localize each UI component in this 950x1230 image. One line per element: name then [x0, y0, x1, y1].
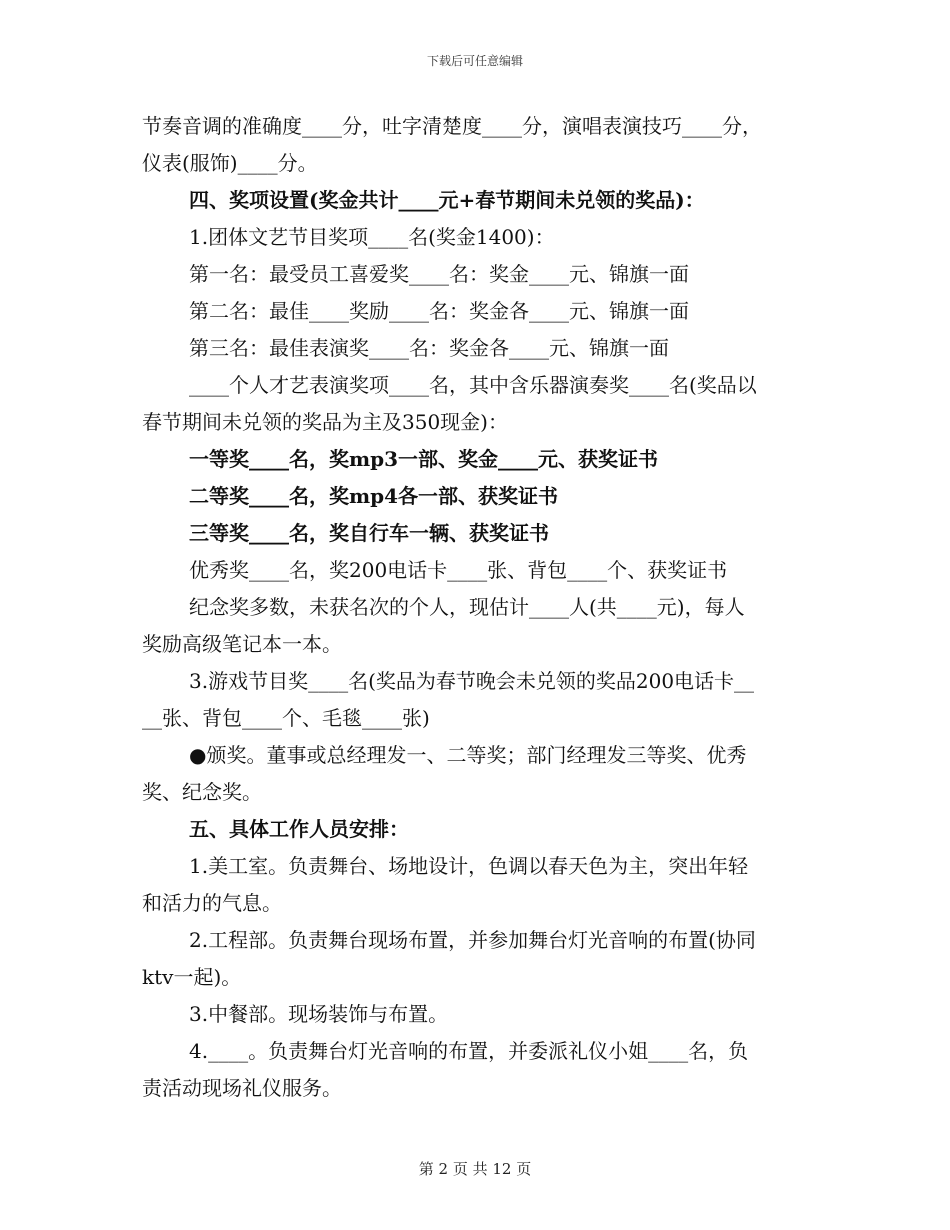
- text-line: 第三名：最佳表演奖____名：奖金各____元、锦旗一面: [189, 336, 669, 360]
- page-header: 下载后可任意编辑: [426, 54, 523, 68]
- text-line: 1.美工室。负责舞台、场地设计，色调以春天色为主，突出年轻: [189, 854, 749, 878]
- page-footer: 第 2 页 共 12 页: [418, 1160, 532, 1178]
- award-line: 一等奖____名，奖mp3一部、奖金____元、获奖证书: [189, 447, 659, 471]
- section-heading: 五、具体工作人员安排：: [189, 817, 409, 841]
- text-line: 奖、纪念奖。: [142, 780, 262, 804]
- text-line: 3.中餐部。现场装饰与布置。: [189, 1002, 449, 1026]
- text-line: 优秀奖____名，奖200电话卡____张、背包____个、获奖证书: [189, 558, 728, 582]
- text-line: 2.工程部。负责舞台现场布置，并参加舞台灯光音响的布置(协同: [189, 928, 756, 952]
- text-line: ktv一起)。: [142, 965, 242, 989]
- text-line: ____个人才艺表演奖项____名，其中含乐器演奏奖____名(奖品以: [189, 373, 757, 397]
- text-line: 节奏音调的准确度____分，吐字清楚度____分，演唱表演技巧____分，: [142, 114, 762, 138]
- section-heading: 四、奖项设置(奖金共计____元+春节期间未兑领的奖品)：: [189, 188, 705, 212]
- text-line: 4.____。负责舞台灯光音响的布置，并委派礼仪小姐____名，负: [189, 1039, 749, 1063]
- text-line: 3.游戏节目奖____名(奖品为春节晚会未兑领的奖品200电话卡__: [189, 669, 755, 693]
- text-line: 奖励高级笔记本一本。: [142, 632, 342, 656]
- text-line: 和活力的气息。: [142, 891, 282, 915]
- text-line: 第二名：最佳____奖励____名：奖金各____元、锦旗一面: [189, 299, 689, 323]
- text-line: ●颁奖。董事或总经理发一、二等奖；部门经理发三等奖、优秀: [189, 743, 747, 767]
- award-line: 二等奖____名，奖mp4各一部、获奖证书: [189, 484, 559, 508]
- text-line: 春节期间未兑领的奖品为主及350现金)：: [142, 410, 508, 434]
- award-line: 三等奖____名，奖自行车一辆、获奖证书: [189, 521, 549, 545]
- text-line: 仪表(服饰)____分。: [142, 151, 318, 175]
- document-body: [142, 108, 810, 1107]
- text-line: __张、背包____个、毛毯____张): [142, 706, 430, 730]
- text-line: 第一名：最受员工喜爱奖____名：奖金____元、锦旗一面: [189, 262, 689, 286]
- text-line: 纪念奖多数，未获名次的个人，现估计____人(共____元)，每人: [189, 595, 745, 619]
- text-line: 1.团体文艺节目奖项____名(奖金1400)：: [189, 225, 555, 249]
- text-line: 责活动现场礼仪服务。: [142, 1076, 342, 1100]
